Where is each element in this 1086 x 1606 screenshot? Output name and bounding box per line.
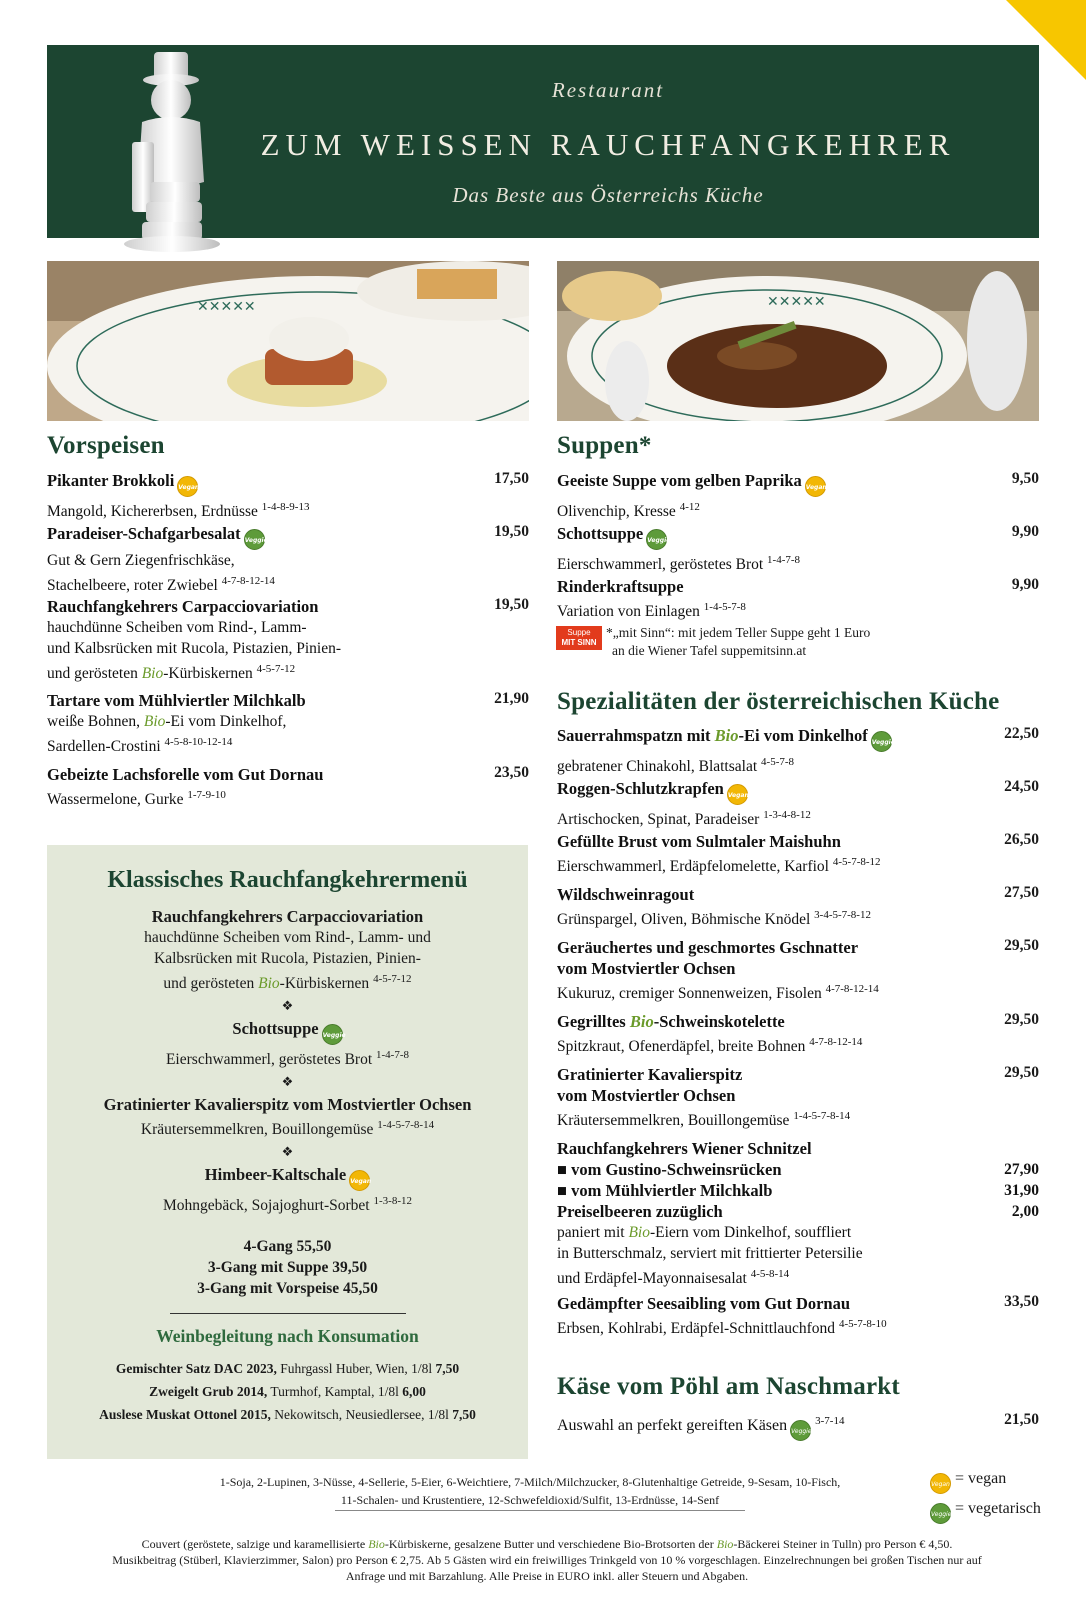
dish-price: 27,90 (1004, 1161, 1039, 1178)
divider (170, 1313, 406, 1314)
dish-name: Tartare vom Mühlviertler Milchkalb (47, 691, 306, 710)
dish-price: 29,50 (1004, 1011, 1039, 1028)
dish-description: Auswahl an perfekt gereiften Käsen (557, 1417, 788, 1434)
allergen-codes: 4-5-7-8 (761, 756, 795, 768)
dish-name: Sauerrahmspatzn mit (557, 726, 715, 745)
allergen-codes: 1-7-9-10 (187, 789, 226, 801)
vegetarian-icon: Veggie (790, 1420, 811, 1441)
allergen-codes: 4-5-8-14 (750, 1268, 790, 1280)
dish-price: 33,50 (1004, 1293, 1039, 1310)
dish-name: Gefüllte Brust vom Sulmtaler Maishuhn (557, 832, 841, 851)
allergen-codes: 1-3-4-8-12 (763, 809, 811, 821)
allergen-codes: 1-4-5-7-8 (703, 601, 746, 613)
dish-name: -Ei vom Dinkelhof (738, 726, 868, 745)
footer-notes (47, 1536, 1047, 1584)
course-description: Kalbsrücken mit Rucola, Pistazien, Pinien- (154, 950, 421, 967)
allergen-codes: 4-7-8-12-14 (221, 575, 275, 587)
course-description: Eierschwammerl, geröstetes Brot (165, 1051, 373, 1068)
dish-description: und Erdäpfel-Mayonnaisesalat (557, 1270, 747, 1287)
dish-description: Gut & Gern Ziegenfrischkäse, (47, 552, 235, 569)
dish-price: 24,50 (1004, 778, 1039, 795)
legend-vegan: = vegan (955, 1470, 1007, 1487)
bio-label: Bio (143, 713, 166, 730)
vegetarian-icon: Veggie (871, 731, 892, 752)
dish-name: Paradeiser-Schafgarbesalat (47, 524, 241, 543)
dish-description: -Ei vom Dinkelhof, (165, 713, 287, 730)
legend (930, 1464, 1041, 1524)
menu-item (557, 470, 1039, 522)
dish-name: -Schweinskotelette (653, 1012, 785, 1031)
dish-description: Kukuruz, cremiger Sonnenweizen, Fisolen (557, 985, 822, 1002)
bio-label: Bio (716, 1537, 734, 1551)
course-separator: ❖ (281, 1074, 294, 1089)
course-name: Gratinierter Kavalierspitz vom Mostviertler Ochsen (103, 1095, 472, 1114)
wine-name: Auslese Muskat Ottonel 2015, (99, 1407, 271, 1422)
svg-text:✕✕✕✕✕: ✕✕✕✕✕ (197, 299, 256, 315)
vegetarian-icon: Veggie (322, 1024, 343, 1045)
dish-description: Eierschwammerl, Erdäpfelomelette, Karfiol (557, 858, 829, 875)
dish-price: 17,50 (494, 470, 529, 487)
course-name: Schottsuppe (232, 1019, 319, 1038)
dish-description: und Kalbsrücken mit Rucola, Pistazien, Pinien- (47, 640, 342, 657)
menu-item (47, 764, 529, 810)
dish-description: -Eiern vom Dinkelhof, souffliert (649, 1224, 852, 1241)
allergen-codes: 1-4-8-9-13 (261, 501, 310, 513)
dish-description: Variation von Einlagen (557, 603, 700, 620)
wine-origin: Turmhof, Kamptal, 1/8l (267, 1384, 403, 1399)
wine-price: 7,50 (435, 1361, 460, 1376)
wine-origin: Fuhrgassl Huber, Wien, 1/8l (276, 1361, 436, 1376)
legend-vegetarian: = vegetarisch (955, 1500, 1041, 1517)
dish-description: Spitzkraut, Ofenerdäpfel, breite Bohnen (557, 1038, 806, 1055)
menu-item (47, 523, 529, 596)
dish-description: Artischocken, Spinat, Paradeiser (557, 811, 760, 828)
dish-price: 31,90 (1004, 1182, 1039, 1199)
vegan-icon: Vegan (177, 476, 198, 497)
menu-item (557, 1293, 1039, 1339)
menu-item (557, 725, 1039, 777)
dish-description: Olivenchip, Kresse (557, 503, 676, 520)
dish-name: Roggen-Schlutzkrapfen (557, 779, 724, 798)
vegetarian-icon: Veggie (244, 529, 265, 550)
allergen-codes: 1-4-7-8 (376, 1049, 410, 1061)
suppe-mit-sinn-logo: Suppe MIT SINN (556, 626, 602, 650)
dish-price: 29,50 (1004, 1064, 1039, 1081)
chimney-sweep-figurine-image (112, 52, 232, 252)
allergen-codes: 4-5-7-8-12 (832, 856, 881, 868)
dish-description: und gerösteten (47, 665, 142, 682)
course-separator: ❖ (281, 1144, 294, 1159)
note-text: an die Wiener Tafel suppemitsinn.at (612, 643, 807, 658)
menu-item (557, 778, 1039, 830)
dish-description: hauchdünne Scheiben vom Rind-, Lamm- (47, 619, 307, 636)
wine-row (47, 1380, 528, 1403)
allergen-codes: 3-4-5-7-8-12 (814, 909, 871, 921)
allergen-legend (150, 1473, 910, 1509)
vegetarian-icon: Veggie (646, 529, 667, 550)
restaurant-label: Restaurant (551, 78, 665, 102)
menu-item (557, 576, 1039, 622)
allergen-codes: 4-5-7-12 (373, 973, 412, 985)
allergen-codes: 4-5-7-8-10 (838, 1318, 887, 1330)
course-description: Mohngebäck, Sojajoghurt-Sorbet (162, 1197, 370, 1214)
schnitzel-option: ■ vom Gustino-Schweinsrücken (557, 1160, 782, 1179)
suppe-mit-sinn-note (556, 624, 1036, 660)
dish-name: Gedämpfter Seesaibling vom Gut Dornau (557, 1294, 851, 1313)
dish-description: Eierschwammerl, geröstetes Brot (557, 556, 764, 573)
menu-item (47, 596, 529, 684)
course-name: Himbeer-Kaltschale (204, 1165, 347, 1184)
dish-name: Wildschweinragout (557, 885, 695, 904)
set-menu-price: 4-Gang 55,50 (243, 1238, 332, 1255)
menu-item (557, 1411, 1039, 1441)
dish-name: Pikanter Brokkoli (47, 471, 175, 490)
wine-name: Zweigelt Grub 2014, (149, 1384, 268, 1399)
vegan-icon: Vegan (930, 1473, 951, 1494)
dish-description: Erbsen, Kohlrabi, Erdäpfel-Schnittlauchfond (557, 1320, 836, 1337)
dish-photo-left (47, 261, 529, 421)
wine-price: 6,00 (402, 1384, 426, 1399)
course-separator: ❖ (281, 998, 294, 1013)
restaurant-name: ZUM WEISSEN RAUCHFANGKEHRER (260, 127, 956, 162)
wine-origin: Nekowitsch, Neusiedlersee, 1/8l (270, 1407, 453, 1422)
course-name: Rauchfangkehrers Carpacciovariation (151, 907, 424, 926)
set-menu-title: Klassisches Rauchfangkehrermenü (107, 867, 468, 893)
menu-item (47, 690, 529, 757)
allergen-codes: 4-7-8-12-14 (809, 1036, 863, 1048)
restaurant-tagline: Das Beste aus Österreichs Küche (452, 183, 764, 207)
dish-name: Gegrilltes (557, 1012, 630, 1031)
schnitzel-option: ■ vom Mühlviertler Milchkalb (557, 1181, 773, 1200)
dish-description: weiße Bohnen, (47, 713, 144, 730)
footer-text: -Kürbiskerne, gesalzene Butter und verschiedene Bio-Brotsorten der (384, 1537, 717, 1551)
dish-price: 19,50 (494, 596, 529, 613)
dish-price: 21,50 (1004, 1411, 1039, 1428)
dish-name: Geeiste Suppe vom gelben Paprika (557, 471, 802, 490)
allergen-codes: 3-7-14 (815, 1415, 845, 1427)
vegan-icon: Vegan (805, 476, 826, 497)
set-menu-price: 3-Gang mit Suppe 39,50 (207, 1259, 368, 1276)
dish-name: vom Mostviertler Ochsen (557, 959, 736, 978)
dish-price: 9,90 (1011, 576, 1039, 593)
bio-label: Bio (629, 1012, 654, 1031)
dish-description: Kräutersemmelkren, Bouillongemüse (557, 1112, 790, 1129)
dish-name: Rauchfangkehrers Wiener Schnitzel (557, 1139, 812, 1158)
menu-item (557, 523, 1039, 575)
dish-name: Rauchfangkehrers Carpacciovariation (47, 597, 319, 616)
dish-description: Sardellen-Crostini (47, 738, 161, 755)
dish-description: gebratener Chinakohl, Blattsalat (557, 758, 758, 775)
svg-text:✕✕✕✕✕: ✕✕✕✕✕ (767, 294, 826, 310)
dish-price: 22,50 (1004, 725, 1039, 742)
course-description: hauchdünne Scheiben vom Rind-, Lamm- und (144, 929, 431, 946)
dish-description: Wassermelone, Gurke (47, 791, 184, 808)
dish-price: 26,50 (1004, 831, 1039, 848)
dish-price: 23,50 (494, 764, 529, 781)
dish-description: Stachelbeere, roter Zwiebel (47, 577, 218, 594)
footer-text: -Bäckerei Steiner in Tulln) pro Person € 4,50. (733, 1537, 953, 1551)
section-title-kaese: Käse vom Pöhl am Naschmarkt (557, 1373, 900, 1400)
bio-label: Bio (141, 665, 164, 682)
menu-item (557, 1064, 1039, 1131)
dish-description: -Kürbiskernen (163, 665, 253, 682)
set-menu-box (47, 845, 528, 1459)
note-text: *„mit Sinn“: mit jedem Teller Suppe geht 1 Euro (606, 625, 871, 640)
allergen-codes: 1-4-5-7-8-14 (793, 1110, 851, 1122)
allergen-codes: 4-5-7-12 (256, 663, 296, 675)
dish-name: Schottsuppe (557, 524, 644, 543)
dish-price: 19,50 (494, 523, 529, 540)
allergen-codes: 4-5-8-10-12-14 (164, 736, 233, 748)
course-description: Kräutersemmelkren, Bouillongemüse (140, 1121, 374, 1138)
menu-item (557, 831, 1039, 877)
bio-label: Bio (628, 1224, 650, 1241)
menu-item (557, 884, 1039, 930)
footer-text: Couvert (geröstete, salzige und karamellisierte (141, 1537, 369, 1551)
wine-price: 7,50 (452, 1407, 476, 1422)
schnitzel-option: Preiselbeeren zuzüglich (557, 1202, 723, 1221)
vegan-icon: Vegan (349, 1170, 370, 1191)
dish-price: 9,50 (1011, 470, 1039, 487)
wine-name: Gemischter Satz DAC 2023, (115, 1361, 277, 1376)
vegetarian-icon: Veggie (930, 1503, 951, 1524)
bio-label: Bio (714, 726, 739, 745)
dish-price: 29,50 (1004, 937, 1039, 954)
dish-name: Geräuchertes und geschmortes Gschnatter (557, 938, 859, 957)
dish-name: Gratinierter Kavalierspitz (557, 1065, 743, 1084)
wine-row (47, 1403, 528, 1426)
footer-text: Musikbeitrag (Stüberl, Klavierzimmer, Salon) pro Person € 2,75. Ab 5 Gästen wird ein freiwilliges Trinkgeld von 10 % vorgeschlagen. Einzelrechnungen bei großen Tischen nur auf (112, 1553, 982, 1567)
dish-price: 27,50 (1004, 884, 1039, 901)
allergen-codes: 1-4-5-7-8-14 (377, 1119, 435, 1131)
dish-description: paniert mit (557, 1224, 629, 1241)
vegan-icon: Vegan (727, 784, 748, 805)
allergen-list: 1-Soja, 2-Lupinen, 3-Nüsse, 4-Sellerie, 5-Eier, 6-Weichtiere, 7-Milch/Milchzucker, 8-Glutenhaltige Getreide, 9-Sesam, 10-Fisch, (219, 1475, 841, 1489)
wine-row (47, 1357, 528, 1380)
menu-item (557, 1011, 1039, 1057)
divider (335, 1510, 745, 1511)
menu-item (557, 937, 1039, 1004)
course-description: und gerösteten (163, 975, 259, 992)
dish-price: 2,00 (1011, 1203, 1039, 1220)
allergen-codes: 1-3-8-12 (373, 1195, 412, 1207)
dish-name: vom Mostviertler Ochsen (557, 1086, 736, 1105)
bio-label: Bio (258, 975, 280, 992)
footer-text: Anfrage und mit Barzahlung. Alle Preise in EURO inkl. aller Steuern und Abgaben. (345, 1569, 749, 1583)
dish-photo-right (557, 261, 1039, 421)
dish-description: in Butterschmalz, serviert mit frittierter Petersilie (557, 1245, 863, 1262)
allergen-codes: 1-4-7-8 (767, 554, 801, 566)
bio-label: Bio (368, 1537, 385, 1551)
menu-item-schnitzel (557, 1138, 1039, 1289)
set-menu-price: 3-Gang mit Vorspeise 45,50 (197, 1280, 378, 1297)
dish-description: Grünspargel, Oliven, Böhmische Knödel (557, 911, 811, 928)
section-title-vorspeisen: Vorspeisen (47, 432, 165, 459)
dish-price: 21,90 (494, 690, 529, 707)
dish-name: Rinderkraftsuppe (557, 577, 684, 596)
dish-name: Gebeizte Lachsforelle vom Gut Dornau (47, 765, 324, 784)
allergen-codes: 4-12 (679, 501, 700, 513)
course-description: -Kürbiskernen (279, 975, 370, 992)
section-title-spezialitaeten: Spezialitäten der österreichischen Küche (557, 688, 1000, 715)
wine-pairing-title: Weinbegleitung nach Konsumation (156, 1326, 419, 1346)
allergen-list: 11-Schalen- und Krustentiere, 12-Schwefeldioxid/Sulfit, 13-Erdnüsse, 14-Senf (340, 1493, 720, 1507)
allergen-codes: 4-7-8-12-14 (825, 983, 879, 995)
dish-price: 9,90 (1011, 523, 1039, 540)
dish-description: Mangold, Kichererbsen, Erdnüsse (47, 503, 258, 520)
section-title-suppen: Suppen* (557, 432, 652, 459)
menu-item (47, 470, 529, 522)
